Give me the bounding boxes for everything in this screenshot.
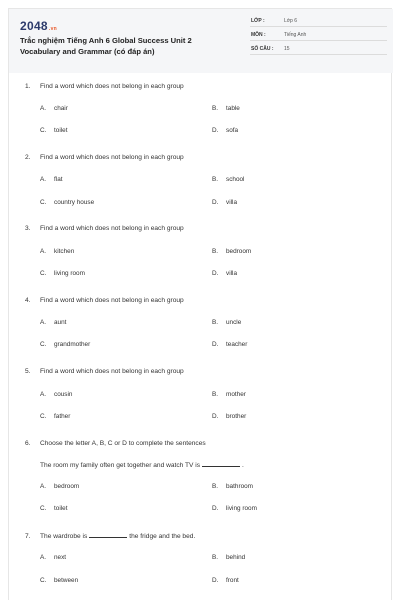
option-text: father (54, 413, 71, 420)
option-text: flat (54, 176, 63, 183)
option-1c[interactable] (40, 127, 68, 134)
question-number: 7. (25, 533, 31, 540)
logo-text: 2048 (20, 19, 48, 33)
option-4b[interactable] (212, 319, 241, 326)
option-text: living room (54, 270, 85, 277)
option-letter: D. (212, 341, 219, 348)
question-number: 5. (25, 368, 31, 375)
option-text: teacher (226, 341, 248, 348)
option-letter: A. (40, 248, 47, 255)
option-letter: D. (212, 270, 219, 277)
option-letter: B. (212, 483, 219, 490)
option-text: country house (54, 199, 95, 206)
question-text: Find a word which does not belong in each group (40, 83, 184, 90)
option-text: grandmother (54, 341, 91, 348)
question-text: Choose the letter A, B, C or D to complete the sentences (40, 440, 206, 447)
option-letter: B. (212, 391, 219, 398)
option-text: living room (226, 505, 257, 512)
question-text: Find a word which does not belong in each group (40, 297, 184, 304)
option-letter: A. (40, 483, 47, 490)
question-number: 3. (25, 225, 31, 232)
option-letter: D. (212, 505, 219, 512)
option-6b[interactable] (212, 483, 253, 490)
sentence-text: The room my family often get together and watch TV is (40, 462, 201, 469)
option-3c[interactable] (40, 270, 85, 277)
option-1a[interactable] (40, 105, 68, 112)
option-5c[interactable] (40, 413, 70, 420)
option-letter: D. (212, 577, 219, 584)
option-7a[interactable] (40, 554, 66, 561)
document-title: Trắc nghiệm Tiếng Anh 6 Global Success Unit 2 Vocabulary and Grammar (có đáp án) (20, 36, 192, 56)
option-letter: B. (212, 105, 219, 112)
option-7b[interactable] (212, 554, 245, 561)
option-text: next (54, 554, 67, 561)
option-text: bedroom (54, 483, 80, 490)
option-5d[interactable] (212, 413, 246, 420)
meta-value: 15 (284, 46, 290, 52)
question-number: 2. (25, 154, 31, 161)
option-3a[interactable] (40, 248, 74, 255)
question-text: Find a word which does not belong in each group (40, 368, 184, 375)
option-letter: C. (40, 413, 47, 420)
question-7 (25, 532, 195, 540)
question-5 (25, 368, 184, 375)
meta-key: SỐ CÂU : (251, 46, 274, 52)
question-text: Find a word which does not belong in each group (40, 154, 184, 161)
option-6d[interactable] (212, 505, 257, 512)
option-2a[interactable] (40, 176, 63, 183)
option-7d[interactable] (212, 577, 239, 584)
option-5a[interactable] (40, 391, 72, 398)
option-2b[interactable] (212, 176, 244, 183)
option-letter: A. (40, 319, 47, 326)
option-text: toilet (54, 505, 68, 512)
option-text: aunt (54, 319, 67, 326)
question-3 (25, 225, 184, 232)
option-text: kitchen (54, 248, 75, 255)
answer-blank (89, 532, 127, 538)
option-1d[interactable] (212, 127, 238, 134)
option-text: table (226, 105, 240, 112)
question-text-after: the fridge and the bed. (129, 533, 196, 540)
option-text: villa (226, 199, 238, 206)
option-letter: C. (40, 270, 47, 277)
question-number: 6. (25, 440, 31, 447)
option-letter: B. (212, 248, 219, 255)
meta-row-count (250, 41, 387, 55)
option-4a[interactable] (40, 319, 66, 326)
option-letter: B. (212, 319, 219, 326)
option-text: brother (226, 413, 247, 420)
option-text: toilet (54, 127, 68, 134)
question-number: 4. (25, 297, 31, 304)
document-header (9, 9, 393, 73)
option-text: chair (54, 105, 68, 112)
option-text: behind (226, 554, 246, 561)
option-6a[interactable] (40, 483, 79, 490)
option-letter: C. (40, 577, 47, 584)
meta-key: MÔN : (251, 32, 266, 38)
option-text: bedroom (226, 248, 252, 255)
option-4d[interactable] (212, 341, 247, 348)
option-7c[interactable] (40, 577, 78, 584)
option-letter: B. (212, 176, 219, 183)
option-2d[interactable] (212, 199, 237, 206)
option-text: front (226, 577, 239, 584)
option-letter: D. (212, 127, 219, 134)
meta-key: LỚP : (251, 18, 265, 24)
meta-value: Lớp 6 (284, 18, 298, 24)
answer-blank (202, 461, 240, 467)
option-text: cousin (54, 391, 73, 398)
site-logo[interactable] (20, 19, 57, 33)
option-letter: A. (40, 176, 47, 183)
option-letter: C. (40, 127, 47, 134)
option-text: between (54, 577, 79, 584)
option-text: sofa (226, 127, 239, 134)
question-text: Find a word which does not belong in each group (40, 225, 184, 232)
document-page (8, 8, 392, 600)
option-letter: C. (40, 341, 47, 348)
question-6 (25, 440, 206, 447)
meta-row-class (250, 13, 387, 27)
question-6-sentence (40, 461, 244, 469)
question-2 (25, 154, 184, 161)
option-text: bathroom (226, 483, 253, 490)
option-letter: D. (212, 199, 219, 206)
option-letter: B. (212, 554, 219, 561)
meta-value: Tiếng Anh (284, 32, 307, 38)
option-letter: D. (212, 413, 219, 420)
meta-row-subject (250, 27, 387, 41)
option-1b[interactable] (212, 105, 240, 112)
option-6c[interactable] (40, 505, 68, 512)
option-5b[interactable] (212, 391, 246, 398)
option-3d[interactable] (212, 270, 237, 277)
question-1 (25, 83, 184, 90)
option-text: mother (226, 391, 246, 398)
option-letter: A. (40, 105, 47, 112)
option-text: school (226, 176, 245, 183)
option-text: uncle (226, 319, 242, 326)
option-3b[interactable] (212, 248, 251, 255)
option-letter: A. (40, 391, 47, 398)
question-text: The wardrobe is (40, 533, 88, 540)
option-letter: C. (40, 505, 47, 512)
option-2c[interactable] (40, 199, 94, 206)
option-text: villa (226, 270, 238, 277)
sentence-end: . (242, 462, 244, 469)
option-4c[interactable] (40, 341, 90, 348)
logo-suffix: .vn (48, 26, 58, 32)
option-letter: C. (40, 199, 47, 206)
question-4 (25, 297, 184, 304)
option-letter: A. (40, 554, 47, 561)
question-number: 1. (25, 83, 31, 90)
